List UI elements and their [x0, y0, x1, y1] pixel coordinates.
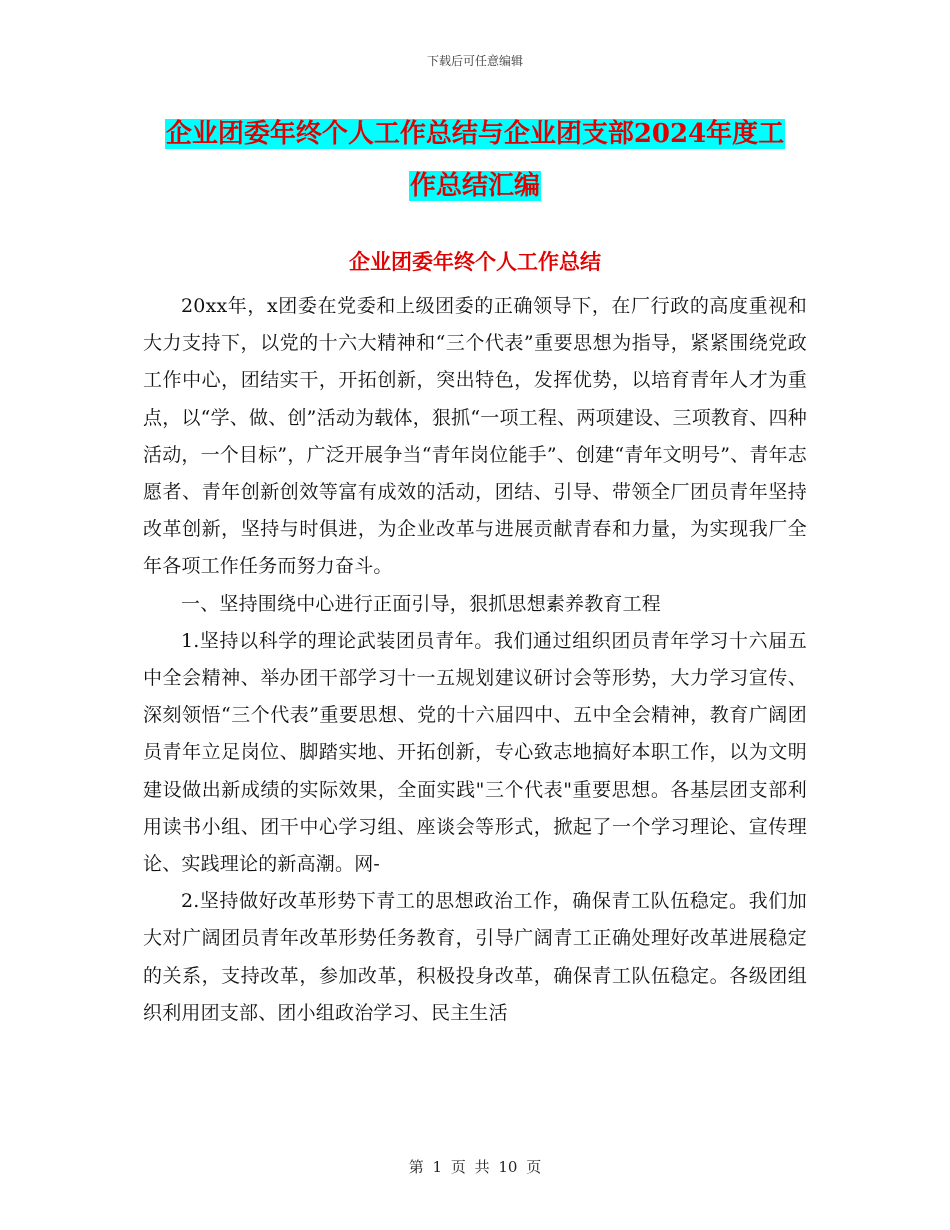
body-paragraph: 一、坚持围绕中心进行正面引导，狠抓思想素养教育工程: [181, 592, 662, 615]
body-paragraph: 20xx年，x团委在党委和上级团委的正确领导下，在厂行政的高度重视和大力支持下，以党的十六大精神和“三个代表”重要思想为指导，紧紧围绕党政工作中心，团结实干，开拓创新，突出特色，发挥优势，以培育青年人才为重点，以“学、做、创”活动为载体，狠抓“一项工程、两项建设、三项教育、四种活动，一个目标”，广泛开展争当“青年岗位能手”、创建“青年文明号”、青年志愿者、青年创新创效等富有成效的活动，团结、引导、带领全厂团员青年坚持改革创新，坚持与时俱进，为企业改革与进展贡献青春和力量，为实现我厂全年各项工作任务而努力奋斗。: [143, 295, 807, 578]
body-paragraph: 1.坚持以科学的理论武装团员青年。我们通过组织团员青年学习十六届五中全会精神、举办团干部学习十一五规划建议研讨会等形势，大力学习宣传、深刻领悟“三个代表”重要思想、党的十六届四中、五中全会精神，教育广阔团员青年立足岗位、脚踏实地、开拓创新，专心致志地搞好本职工作，以为文明建设做出新成绩的实际效果，全面实践"三个代表"重要思想。各基层团支部利用读书小组、团干中心学习组、座谈会等形式，掀起了一个学习理论、宣传理论、实践理论的新高潮。网-: [143, 629, 807, 876]
document-body: [143, 288, 807, 1032]
page-header-note: 下载后可任意编辑: [426, 54, 523, 68]
document-title-line-1: 企业团委年终个人工作总结与企业团支部2024年度工: [165, 119, 785, 149]
body-paragraph: 2.坚持做好改革形势下青工的思想政治工作，确保青工队伍稳定。我们加大对广阔团员青年改革形势任务教育，引导广阔青工正确处理好改革进展稳定的关系，支持改革，参加改革，积极投身改革，确保青工队伍稳定。各级团组织利用团支部、团小组政治学习、民主生活: [143, 890, 807, 1024]
section-title: 企业团委年终个人工作总结: [349, 250, 601, 274]
document-title: [0, 108, 950, 212]
document-title-line-2: 作总结汇编: [409, 171, 540, 201]
page-number-footer: 第 1 页 共 10 页: [408, 1158, 542, 1176]
